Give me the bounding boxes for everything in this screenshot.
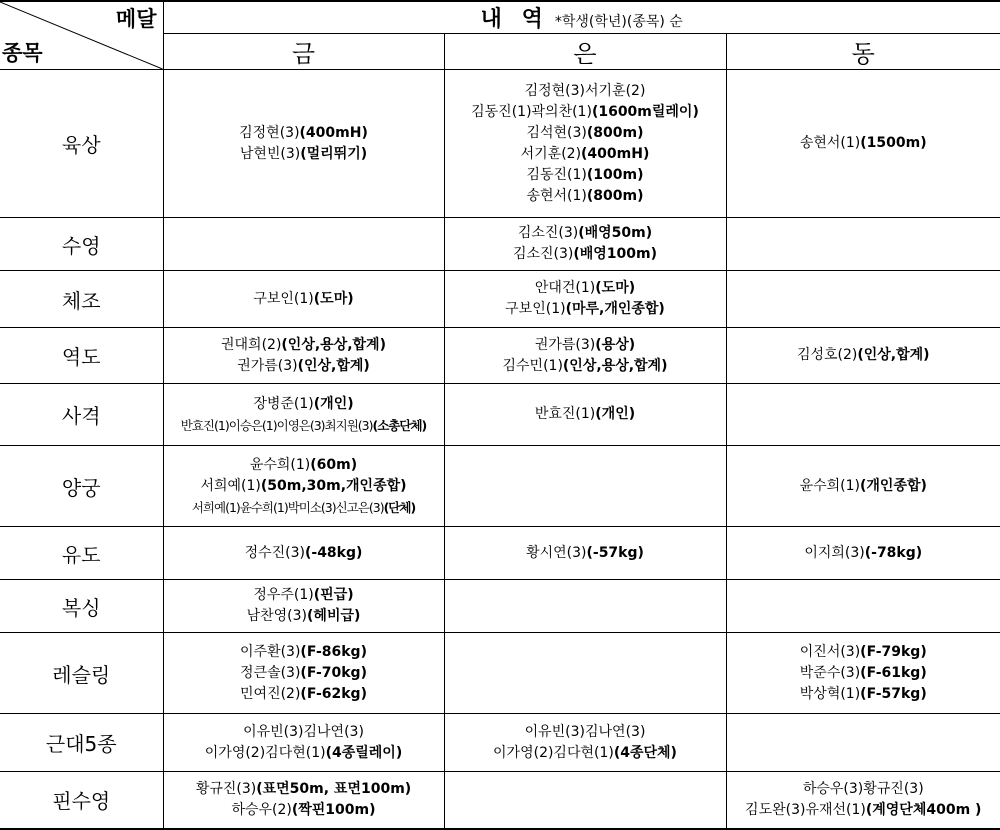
athlete-names: 이유빈(3)김나연(3) <box>525 724 646 740</box>
athlete-names: 구보인(1) <box>505 301 565 317</box>
medal-entry <box>164 722 444 743</box>
medal-entry <box>164 497 444 518</box>
event-name: (800m) <box>587 188 644 204</box>
athlete-names: 정우주(1) <box>253 587 313 603</box>
silver-cell <box>444 580 726 633</box>
gold-cell <box>163 218 444 271</box>
medal-entry <box>727 476 1000 497</box>
event-name: (-57kg) <box>586 545 643 561</box>
medal-entry <box>445 299 726 320</box>
medal-entry <box>164 642 444 663</box>
medal-entry <box>164 335 444 356</box>
event-name: (50m,30m,개인종합) <box>261 478 407 494</box>
medal-entry <box>727 684 1000 705</box>
athlete-names: 반효진(1) <box>535 406 595 422</box>
athlete-names: 이지희(3) <box>804 545 864 561</box>
event-name: (F-70kg) <box>300 665 367 681</box>
silver-cell <box>444 328 726 384</box>
event-name: (핀급) <box>314 587 354 603</box>
event-name: (인상,용상,합계) <box>281 337 386 353</box>
event-name: (멀리뛰기) <box>300 146 367 162</box>
athlete-names: 김동진(1) <box>526 167 586 183</box>
details-note: *학생(학년)(종목) 순 <box>555 14 683 30</box>
event-name: (4종릴레이) <box>326 745 403 761</box>
table-row <box>0 772 1000 829</box>
event-name: (계영단체400m ) <box>866 802 982 818</box>
athlete-names: 이주환(3) <box>240 644 300 660</box>
event-name: (배영50m) <box>578 225 652 241</box>
sport-name: 역도 <box>0 328 163 384</box>
bronze-cell <box>726 446 1000 527</box>
gold-cell <box>163 328 444 384</box>
medal-entry <box>727 642 1000 663</box>
event-name: (헤비급) <box>307 608 360 624</box>
medal-entry <box>164 455 444 476</box>
event-name: (도마) <box>595 280 635 296</box>
medal-entry <box>164 476 444 497</box>
event-name: (짝핀100m) <box>292 802 376 818</box>
athlete-names: 김정현(3)서기훈(2) <box>525 83 646 99</box>
athlete-names: 장병준(1) <box>253 396 313 412</box>
athlete-names: 박상혁(1) <box>800 686 860 702</box>
medal-entry <box>727 345 1000 366</box>
event-name: (-48kg) <box>305 545 362 561</box>
athlete-names: 남찬영(3) <box>247 608 307 624</box>
athlete-names: 권가름(3) <box>237 358 297 374</box>
silver-cell <box>444 633 726 714</box>
medal-entry <box>164 415 444 436</box>
event-name: (인상,용상,합계) <box>563 358 668 374</box>
medal-entry <box>164 585 444 606</box>
sport-name: 양궁 <box>0 446 163 527</box>
medal-entry <box>445 186 726 207</box>
sport-name: 근대5종 <box>0 714 163 772</box>
silver-cell <box>444 271 726 328</box>
medal-entry <box>445 543 726 564</box>
event-name: (도마) <box>314 291 354 307</box>
medal-entry <box>164 356 444 377</box>
silver-cell <box>444 218 726 271</box>
event-name: (60m) <box>310 457 357 473</box>
sport-name: 체조 <box>0 271 163 328</box>
athlete-names: 김성호(2) <box>797 347 857 363</box>
event-name: (F-79kg) <box>860 644 927 660</box>
medal-entry <box>445 81 726 102</box>
event-name: (소총단체) <box>373 418 427 433</box>
medal-entry <box>164 394 444 415</box>
event-name: (개인) <box>595 406 635 422</box>
table-body <box>0 70 1000 829</box>
event-name: (1600m릴레이) <box>592 104 699 120</box>
medal-entry <box>164 123 444 144</box>
event-name: (개인) <box>314 396 354 412</box>
athlete-names: 김도완(3)유재선(1) <box>745 802 866 818</box>
sport-name: 육상 <box>0 70 163 218</box>
athlete-names: 김소진(3) <box>518 225 578 241</box>
medal-entry <box>727 133 1000 154</box>
sport-name: 레슬링 <box>0 633 163 714</box>
athlete-names: 김소진(3) <box>513 246 573 262</box>
table-row <box>0 328 1000 384</box>
medal-entry <box>164 606 444 627</box>
medal-entry <box>445 123 726 144</box>
table-row <box>0 527 1000 580</box>
gold-cell <box>163 633 444 714</box>
athlete-names: 서희예(1)윤수희(1)박미소(3)신고은(3) <box>192 500 384 515</box>
bronze-cell <box>726 70 1000 218</box>
gold-cell <box>163 446 444 527</box>
athlete-names: 송현서(1) <box>526 188 586 204</box>
athlete-names: 이가영(2)김다현(1) <box>493 745 614 761</box>
medal-entry <box>445 743 726 764</box>
gold-cell <box>163 384 444 446</box>
athlete-names: 권대희(2) <box>221 337 281 353</box>
table-row <box>0 384 1000 446</box>
athlete-names: 송현서(1) <box>800 135 860 151</box>
gold-cell <box>163 527 444 580</box>
medal-entry <box>164 743 444 764</box>
sport-name: 수영 <box>0 218 163 271</box>
silver-cell <box>444 772 726 829</box>
medal-entry <box>445 278 726 299</box>
medal-entry <box>445 144 726 165</box>
athlete-names: 하승우(3)황규진(3) <box>803 781 924 797</box>
athlete-names: 윤수희(1) <box>250 457 310 473</box>
silver-cell <box>444 384 726 446</box>
medal-entry <box>727 543 1000 564</box>
gold-header: 금 <box>163 34 444 70</box>
athlete-names: 정수진(3) <box>245 545 305 561</box>
gold-cell <box>163 580 444 633</box>
event-name: (1500m) <box>860 135 926 151</box>
medal-entry <box>164 800 444 821</box>
medal-entry <box>164 663 444 684</box>
medal-entry <box>445 356 726 377</box>
sport-label: 종목 <box>2 37 43 67</box>
medal-entry <box>727 663 1000 684</box>
event-name: (F-86kg) <box>300 644 367 660</box>
event-name: (800m) <box>587 125 644 141</box>
athlete-names: 윤수희(1) <box>800 478 860 494</box>
athlete-names: 김동진(1)곽의찬(1) <box>471 104 592 120</box>
details-header <box>163 1 1000 34</box>
event-name: (100m) <box>587 167 644 183</box>
medal-entry <box>164 684 444 705</box>
table-row <box>0 70 1000 218</box>
table-row <box>0 271 1000 328</box>
bronze-cell <box>726 633 1000 714</box>
event-name: (F-57kg) <box>860 686 927 702</box>
table-row <box>0 714 1000 772</box>
event-name: (400mH) <box>300 125 368 141</box>
athlete-names: 반효진(1)이승은(1)이영은(3)최지원(3) <box>181 418 373 433</box>
medal-entry <box>164 144 444 165</box>
table-row <box>0 633 1000 714</box>
event-name: (인상,합계) <box>298 358 370 374</box>
event-name: (마루,개인종합) <box>566 301 665 317</box>
silver-header: 은 <box>444 34 726 70</box>
medal-entry <box>445 165 726 186</box>
medal-entry <box>164 289 444 310</box>
bronze-cell <box>726 527 1000 580</box>
gold-cell <box>163 271 444 328</box>
athlete-names: 김수민(1) <box>503 358 563 374</box>
medal-entry <box>445 722 726 743</box>
table-row <box>0 218 1000 271</box>
event-name: (배영100m) <box>573 246 657 262</box>
event-name: (F-62kg) <box>300 686 367 702</box>
athlete-names: 권가름(3) <box>535 337 595 353</box>
event-name: (용상) <box>595 337 635 353</box>
details-label: 내 역 <box>481 7 549 32</box>
bronze-cell <box>726 384 1000 446</box>
athlete-names: 황시연(3) <box>526 545 586 561</box>
athlete-names: 정큰솔(3) <box>240 665 300 681</box>
medal-label: 메달 <box>116 3 157 33</box>
silver-cell <box>444 446 726 527</box>
athlete-names: 이유빈(3)김나연(3) <box>243 724 364 740</box>
event-name: (4종단체) <box>614 745 677 761</box>
event-name: (표면50m, 표면100m) <box>256 781 411 797</box>
gold-cell <box>163 70 444 218</box>
athlete-names: 김정현(3) <box>239 125 299 141</box>
event-name: (인상,합계) <box>857 347 929 363</box>
sport-name: 사격 <box>0 384 163 446</box>
bronze-cell <box>726 271 1000 328</box>
athlete-names: 서기훈(2) <box>521 146 581 162</box>
athlete-names: 민여진(2) <box>240 686 300 702</box>
event-name: (F-61kg) <box>860 665 927 681</box>
medal-entry <box>727 779 1000 800</box>
table-row <box>0 580 1000 633</box>
athlete-names: 구보인(1) <box>253 291 313 307</box>
event-name: (400mH) <box>581 146 649 162</box>
sport-name: 복싱 <box>0 580 163 633</box>
bronze-header: 동 <box>726 34 1000 70</box>
sport-name: 핀수영 <box>0 772 163 829</box>
athlete-names: 안대건(1) <box>535 280 595 296</box>
silver-cell <box>444 714 726 772</box>
event-name: (개인종합) <box>860 478 927 494</box>
silver-cell <box>444 70 726 218</box>
sport-name: 유도 <box>0 527 163 580</box>
athlete-names: 이가영(2)김다현(1) <box>205 745 326 761</box>
athlete-names: 황규진(3) <box>196 781 256 797</box>
athlete-names: 남현빈(3) <box>240 146 300 162</box>
medal-entry <box>164 779 444 800</box>
athlete-names: 하승우(2) <box>231 802 291 818</box>
athlete-names: 김석현(3) <box>526 125 586 141</box>
bronze-cell <box>726 580 1000 633</box>
gold-cell <box>163 772 444 829</box>
medal-entry <box>727 800 1000 821</box>
athlete-names: 이진서(3) <box>800 644 860 660</box>
athlete-names: 서희예(1) <box>200 478 260 494</box>
event-name: (-78kg) <box>865 545 922 561</box>
athlete-names: 박준수(3) <box>800 665 860 681</box>
silver-cell <box>444 527 726 580</box>
event-name: (단체) <box>384 500 416 515</box>
bronze-cell <box>726 328 1000 384</box>
bronze-cell <box>726 772 1000 829</box>
corner-header <box>0 1 163 70</box>
gold-cell <box>163 714 444 772</box>
bronze-cell <box>726 714 1000 772</box>
bronze-cell <box>726 218 1000 271</box>
medal-entry <box>445 244 726 265</box>
medal-entry <box>445 223 726 244</box>
medal-entry <box>164 543 444 564</box>
table-row <box>0 446 1000 527</box>
medal-entry <box>445 102 726 123</box>
medal-entry <box>445 404 726 425</box>
medal-entry <box>445 335 726 356</box>
